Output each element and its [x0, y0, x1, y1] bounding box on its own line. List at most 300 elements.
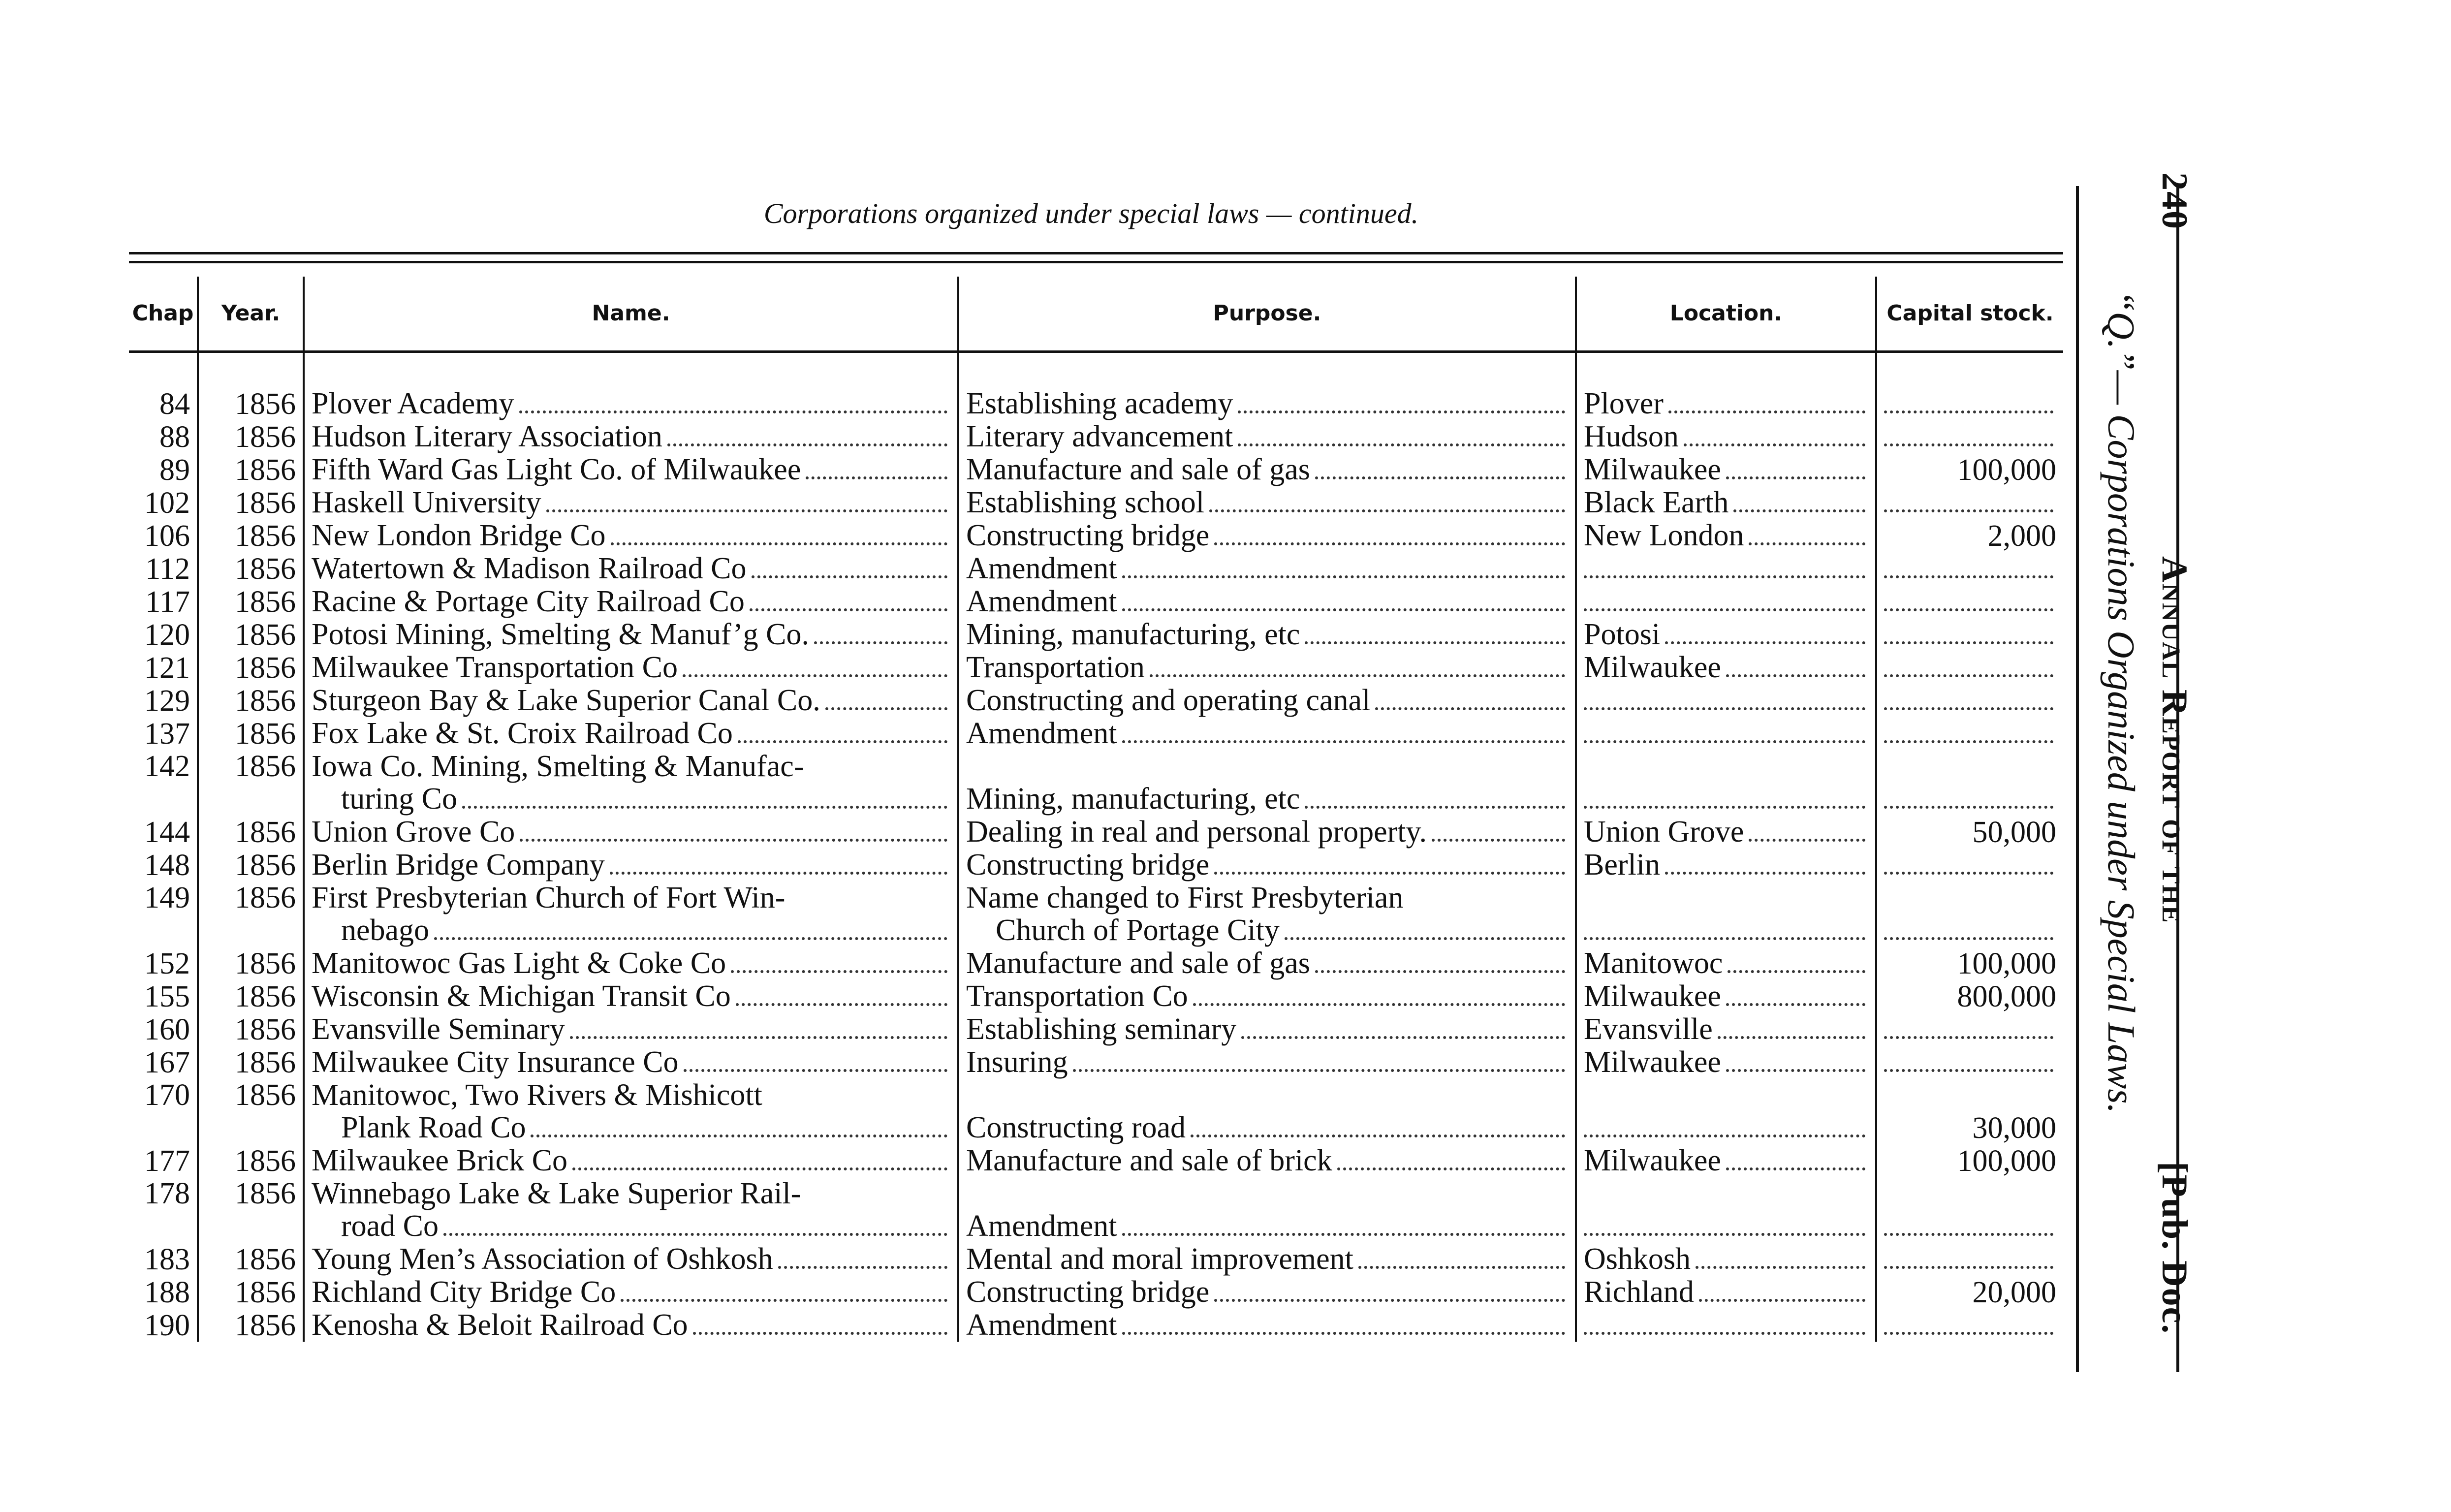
- dot-leader: [1749, 839, 1865, 842]
- cell-location: [1576, 486, 1876, 519]
- chap-value: 88: [159, 420, 190, 453]
- side-title: “Q.”— Corporations Organized under Special Laws.: [2100, 290, 2143, 1114]
- dot-leader: [693, 1332, 947, 1335]
- dot-leader: [1749, 542, 1865, 545]
- location-text-leader-line: [1584, 575, 1868, 585]
- cell-year: [198, 1046, 304, 1079]
- capital-text-leader-line: [1884, 740, 2056, 750]
- dot-leader: [1884, 740, 2053, 743]
- name-line-2: [312, 783, 950, 816]
- chap-value: 167: [144, 1046, 190, 1079]
- table-row: [129, 1144, 2063, 1177]
- dot-leader: [1238, 443, 1565, 446]
- dot-leader: [1285, 937, 1565, 940]
- location-text: Evansville: [1584, 1013, 1713, 1046]
- name-text: Fifth Ward Gas Light Co. of Milwaukee: [312, 453, 801, 486]
- purpose-text: Amendment: [966, 1209, 1117, 1243]
- cell-chap: [129, 352, 198, 421]
- cell-chap: [129, 1046, 198, 1079]
- cell-location: [1576, 816, 1876, 849]
- cell-capital: [1876, 980, 2063, 1013]
- dot-leader: [1884, 674, 2053, 677]
- name-line-2: [312, 1111, 950, 1144]
- page-number: 240: [2154, 172, 2195, 230]
- dot-leader: [1214, 1299, 1565, 1302]
- year-value: 1856: [235, 684, 296, 717]
- chap-value: 178: [144, 1177, 190, 1210]
- cell-location: [1576, 750, 1876, 816]
- cell-name: [304, 849, 958, 882]
- cell-purpose: [958, 552, 1576, 585]
- cell-name: [304, 816, 958, 849]
- name-line-1: Manitowoc, Two Rivers & Mishicott: [312, 1079, 762, 1112]
- purpose-text-leader-line: [966, 1013, 1568, 1046]
- name-text-leader-line: [312, 387, 950, 420]
- cell-location: [1576, 717, 1876, 750]
- capital-value: 20,000: [1972, 1276, 2056, 1309]
- name-continuation: nebago: [341, 914, 430, 947]
- chap-value: 183: [144, 1243, 190, 1276]
- purpose-text: Transportation Co: [966, 980, 1188, 1013]
- table-row: [129, 750, 2063, 816]
- location-text: Plover: [1584, 387, 1664, 420]
- capital-value: 100,000: [1957, 947, 2056, 980]
- name-line-2: [312, 914, 950, 947]
- year-value: 1856: [235, 1144, 296, 1177]
- cell-purpose: [958, 486, 1576, 519]
- name-text: Manitowoc Gas Light & Coke Co: [312, 947, 726, 980]
- location-text-leader-line: [1584, 651, 1868, 684]
- cell-chap: [129, 552, 198, 585]
- dot-leader: [1584, 806, 1865, 809]
- purpose-text-leader-line: [966, 783, 1568, 816]
- name-text-leader-line: [312, 947, 950, 980]
- capital-text-leader-line: [1884, 1036, 2056, 1046]
- cell-year: [198, 750, 304, 816]
- location-text-leader-line: [1584, 1276, 1868, 1309]
- name-text: Racine & Portage City Railroad Co: [312, 585, 745, 618]
- table-row: [129, 980, 2063, 1013]
- cell-purpose: [958, 947, 1576, 980]
- chap-value: 160: [144, 1013, 190, 1046]
- chap-value: 129: [144, 684, 190, 717]
- purpose-text-leader-line: [966, 1046, 1568, 1079]
- name-continuation: turing Co: [341, 782, 457, 816]
- cell-purpose: [958, 1243, 1576, 1276]
- dot-leader: [1884, 806, 2053, 809]
- cell-chap: [129, 1144, 198, 1177]
- purpose-text: Establishing academy: [966, 387, 1233, 420]
- dot-leader: [1122, 1233, 1566, 1236]
- name-text: Haskell University: [312, 486, 541, 519]
- cell-chap: [129, 1276, 198, 1309]
- capital-text-leader-line: [1884, 443, 2056, 453]
- cell-purpose: [958, 1177, 1576, 1243]
- cell-chap: [129, 750, 198, 816]
- table-row: [129, 947, 2063, 980]
- purpose-text: Manufacture and sale of brick: [966, 1144, 1332, 1177]
- chap-value: 84: [159, 387, 190, 420]
- name-text: Potosi Mining, Smelting & Manuf’g Co.: [312, 618, 809, 651]
- name-text: Milwaukee Brick Co: [312, 1144, 568, 1177]
- dot-leader: [519, 410, 947, 413]
- table-row: [129, 585, 2063, 618]
- dot-leader: [1884, 1036, 2053, 1039]
- dot-leader: [778, 1266, 947, 1269]
- cell-name: [304, 651, 958, 684]
- name-text: New London Bridge Co: [312, 519, 606, 552]
- name-text-leader-line: [312, 453, 950, 486]
- year-value: 1856: [235, 1276, 296, 1309]
- purpose-text-leader-line: [966, 1144, 1568, 1177]
- dot-leader: [1214, 542, 1565, 545]
- capital-text-leader-line: [1884, 575, 2056, 585]
- name-text: Evansville Seminary: [312, 1013, 565, 1046]
- table-row: [129, 453, 2063, 486]
- location-text-leader-line: [1584, 806, 1868, 816]
- dot-leader: [1884, 509, 2053, 512]
- cell-year: [198, 882, 304, 947]
- name-text-leader-line: [312, 618, 950, 651]
- cell-capital: [1876, 750, 2063, 816]
- dot-leader: [572, 1167, 947, 1170]
- year-value: 1856: [235, 618, 296, 651]
- dot-leader: [814, 641, 947, 644]
- location-text-leader-line: [1584, 1243, 1868, 1276]
- year-value: 1856: [235, 387, 296, 420]
- dot-leader: [1733, 509, 1865, 512]
- name-text-leader-line: [312, 585, 950, 618]
- table-row: [129, 352, 2063, 421]
- cell-chap: [129, 882, 198, 947]
- table-row: [129, 420, 2063, 453]
- cell-year: [198, 420, 304, 453]
- cell-location: [1576, 1046, 1876, 1079]
- cell-capital: [1876, 947, 2063, 980]
- year-value: 1856: [235, 585, 296, 618]
- year-value: 1856: [235, 849, 296, 882]
- dot-leader: [1584, 608, 1865, 611]
- cell-chap: [129, 816, 198, 849]
- cell-chap: [129, 849, 198, 882]
- purpose-text: Amendment: [966, 552, 1117, 585]
- cell-year: [198, 717, 304, 750]
- location-text-leader-line: [1584, 420, 1868, 453]
- chap-value: 149: [144, 882, 190, 914]
- dot-leader: [1241, 1036, 1565, 1039]
- cell-purpose: [958, 882, 1576, 947]
- cell-purpose: [958, 1276, 1576, 1309]
- caption-double-rule-bottom: [129, 261, 2063, 263]
- cell-capital: [1876, 1177, 2063, 1243]
- dot-leader: [1584, 707, 1865, 710]
- cell-chap: [129, 1013, 198, 1046]
- location-text: Berlin: [1584, 849, 1660, 882]
- cell-location: [1576, 947, 1876, 980]
- cell-location: [1576, 1276, 1876, 1309]
- table-row: [129, 486, 2063, 519]
- name-text-leader-line: [312, 1046, 950, 1079]
- cell-purpose: [958, 750, 1576, 816]
- dot-leader: [1584, 740, 1865, 743]
- table-row: [129, 882, 2063, 947]
- capital-value: 2,000: [1987, 519, 2056, 552]
- location-text-leader-line: [1584, 608, 1868, 618]
- table-caption: Corporations organized under special laws — continued.: [763, 197, 1419, 229]
- location-text-leader-line: [1584, 1233, 1868, 1243]
- cell-name: [304, 453, 958, 486]
- location-text-leader-line: [1584, 1046, 1868, 1079]
- name-text: Young Men’s Association of Oshkosh: [312, 1243, 773, 1276]
- name-text: Kenosha & Beloit Railroad Co: [312, 1309, 688, 1342]
- year-value: 1856: [235, 947, 296, 980]
- location-text: Milwaukee: [1584, 651, 1721, 684]
- dot-leader: [1884, 937, 2053, 940]
- cell-location: [1576, 1309, 1876, 1342]
- cell-name: [304, 585, 958, 618]
- capital-text-leader-line: [1884, 937, 2056, 947]
- purpose-text: Manufacture and sale of gas: [966, 453, 1310, 486]
- cell-location: [1576, 1144, 1876, 1177]
- caption-double-rule-top: [129, 252, 2063, 254]
- name-text-leader-line: [312, 420, 950, 453]
- dot-leader: [752, 575, 947, 578]
- cell-capital: [1876, 552, 2063, 585]
- cell-purpose: [958, 585, 1576, 618]
- name-line-2: [312, 1210, 950, 1243]
- cell-chap: [129, 684, 198, 717]
- name-line-1: Winnebago Lake & Lake Superior Rail-: [312, 1177, 801, 1210]
- table-row: [129, 552, 2063, 585]
- capital-value: 50,000: [1972, 816, 2056, 849]
- dot-leader: [1884, 410, 2053, 413]
- dot-leader: [1305, 641, 1565, 644]
- name-continuation: Plank Road Co: [341, 1111, 526, 1144]
- name-text-leader-line: [312, 1276, 950, 1309]
- name-text: Milwaukee City Insurance Co: [312, 1046, 679, 1079]
- cell-year: [198, 585, 304, 618]
- dot-leader: [1884, 575, 2053, 578]
- purpose-text-leader-line: [966, 618, 1568, 651]
- table-row: [129, 1276, 2063, 1309]
- purpose-text: Constructing and operating canal: [966, 684, 1371, 717]
- name-text-leader-line: [312, 651, 950, 684]
- cell-location: [1576, 453, 1876, 486]
- location-text-leader-line: [1584, 486, 1868, 519]
- cell-location: [1576, 352, 1876, 421]
- capital-value: 100,000: [1957, 1144, 2056, 1177]
- cell-name: [304, 1309, 958, 1342]
- chap-value: 106: [144, 519, 190, 552]
- location-text: New London: [1584, 519, 1744, 552]
- name-text: Sturgeon Bay & Lake Superior Canal Co.: [312, 684, 820, 717]
- dot-leader: [1884, 1266, 2053, 1269]
- dot-leader: [1315, 970, 1565, 973]
- name-text: Plover Academy: [312, 387, 514, 420]
- name-text: Union Grove Co: [312, 816, 515, 849]
- purpose-text: Constructing bridge: [966, 519, 1210, 552]
- purpose-text-leader-line: [966, 387, 1568, 420]
- location-text: Milwaukee: [1584, 980, 1721, 1013]
- dot-leader: [1193, 1003, 1565, 1006]
- year-value: 1856: [235, 519, 296, 552]
- dot-leader: [750, 608, 947, 611]
- cell-capital: [1876, 618, 2063, 651]
- year-value: 1856: [235, 552, 296, 585]
- dot-leader: [1191, 1134, 1565, 1137]
- document-label: [Pub. Doc.: [2154, 1162, 2195, 1334]
- dot-leader: [1699, 1299, 1865, 1302]
- dot-leader: [1726, 476, 1865, 479]
- name-continuation-leader-line: [341, 783, 950, 816]
- location-text-leader-line: [1584, 707, 1868, 717]
- dot-leader: [443, 1233, 947, 1236]
- dot-leader: [1358, 1266, 1565, 1269]
- dot-leader: [1122, 608, 1566, 611]
- cell-capital: [1876, 849, 2063, 882]
- name-text: Hudson Literary Association: [312, 420, 662, 453]
- cell-location: [1576, 519, 1876, 552]
- name-text: Wisconsin & Michigan Transit Co: [312, 980, 731, 1013]
- purpose-continuation: Church of Portage City: [996, 914, 1280, 947]
- table-row: [129, 1046, 2063, 1079]
- name-line-1: Iowa Co. Mining, Smelting & Manufac-: [312, 750, 804, 783]
- capital-text-leader-line: [1884, 410, 2056, 420]
- purpose-text: Mental and moral improvement: [966, 1243, 1353, 1276]
- dot-leader: [1305, 806, 1565, 809]
- cell-name: [304, 1079, 958, 1144]
- location-text: Milwaukee: [1584, 1046, 1721, 1079]
- cell-year: [198, 651, 304, 684]
- capital-text-leader-line: [1884, 509, 2056, 519]
- year-value: 1856: [235, 717, 296, 750]
- cell-year: [198, 1177, 304, 1243]
- chap-value: 142: [144, 750, 190, 783]
- capital-value: 800,000: [1957, 980, 2056, 1013]
- cell-chap: [129, 618, 198, 651]
- cell-capital: [1876, 585, 2063, 618]
- cell-capital: [1876, 816, 2063, 849]
- name-text: Fox Lake & St. Croix Railroad Co: [312, 717, 733, 750]
- cell-name: [304, 980, 958, 1013]
- cell-capital: [1876, 486, 2063, 519]
- cell-capital: [1876, 1013, 2063, 1046]
- purpose-text-leader-line: [966, 1276, 1568, 1309]
- dot-leader: [610, 872, 947, 875]
- location-text-leader-line: [1584, 453, 1868, 486]
- cell-purpose: [958, 980, 1576, 1013]
- cell-name: [304, 352, 958, 421]
- year-value: 1856: [235, 1243, 296, 1276]
- cell-purpose: [958, 1079, 1576, 1144]
- purpose-text-leader-line: [966, 552, 1568, 585]
- purpose-text: Insuring: [966, 1046, 1068, 1079]
- location-text: Milwaukee: [1584, 453, 1721, 486]
- purpose-text: Literary advancement: [966, 420, 1233, 453]
- dot-leader: [1684, 443, 1865, 446]
- year-value: 1856: [235, 1046, 296, 1079]
- cell-location: [1576, 882, 1876, 947]
- dot-leader: [1584, 937, 1865, 940]
- capital-text-leader-line: [1884, 806, 2056, 816]
- dot-leader: [1884, 1332, 2053, 1335]
- cell-year: [198, 552, 304, 585]
- cell-capital: [1876, 1079, 2063, 1144]
- purpose-text: Constructing bridge: [966, 849, 1210, 882]
- dot-leader: [1209, 509, 1565, 512]
- dot-leader: [531, 1134, 947, 1137]
- cell-chap: [129, 980, 198, 1013]
- purpose-line-2: [966, 914, 1568, 947]
- table-row: [129, 816, 2063, 849]
- cell-capital: [1876, 1243, 2063, 1276]
- cell-name: [304, 1046, 958, 1079]
- corporations-table: [129, 277, 2063, 1342]
- purpose-text: Establishing seminary: [966, 1013, 1237, 1046]
- location-text: Manitowoc: [1584, 947, 1723, 980]
- cell-year: [198, 1276, 304, 1309]
- cell-purpose: [958, 420, 1576, 453]
- cell-name: [304, 420, 958, 453]
- capital-text-leader-line: [1884, 707, 2056, 717]
- name-text-leader-line: [312, 486, 950, 519]
- dot-leader: [1665, 641, 1865, 644]
- name-continuation-leader-line: [341, 1111, 950, 1144]
- location-text: Oshkosh: [1584, 1243, 1691, 1276]
- name-continuation-leader-line: [341, 1210, 950, 1243]
- dot-leader: [825, 707, 947, 710]
- name-continuation-leader-line: [341, 914, 950, 947]
- name-text-leader-line: [312, 1144, 950, 1177]
- dot-leader: [684, 1069, 947, 1072]
- location-text: Milwaukee: [1584, 1144, 1721, 1177]
- capital-text-leader-line: [1884, 641, 2056, 651]
- purpose-text: Transportation: [966, 651, 1145, 684]
- purpose-text-leader-line: [966, 651, 1568, 684]
- cell-year: [198, 453, 304, 486]
- dot-leader: [1726, 674, 1865, 677]
- header-name: Name.: [304, 277, 958, 352]
- capital-text-leader-line: [1884, 1266, 2056, 1276]
- purpose-text: Manufacture and sale of gas: [966, 947, 1310, 980]
- purpose-text: Establishing school: [966, 486, 1204, 519]
- location-text: Union Grove: [1584, 816, 1744, 849]
- location-text-leader-line: [1584, 387, 1868, 420]
- cell-capital: [1876, 519, 2063, 552]
- chap-value: 89: [159, 453, 190, 486]
- cell-location: [1576, 585, 1876, 618]
- purpose-text: Amendment: [966, 585, 1117, 618]
- table-row: [129, 1079, 2063, 1144]
- location-text-leader-line: [1584, 1013, 1868, 1046]
- dot-leader: [520, 839, 947, 842]
- dot-leader: [1122, 575, 1566, 578]
- cell-purpose: [958, 453, 1576, 486]
- cell-name: [304, 486, 958, 519]
- cell-purpose: [958, 816, 1576, 849]
- year-value: 1856: [235, 1309, 296, 1342]
- cell-year: [198, 1079, 304, 1144]
- cell-purpose: [958, 519, 1576, 552]
- cell-name: [304, 684, 958, 717]
- cell-location: [1576, 1079, 1876, 1144]
- purpose-text-leader-line: [966, 486, 1568, 519]
- purpose-text-leader-line: [966, 1210, 1568, 1243]
- dot-leader: [1584, 575, 1865, 578]
- chap-value: 117: [145, 585, 190, 618]
- cell-location: [1576, 651, 1876, 684]
- dot-leader: [736, 1003, 947, 1006]
